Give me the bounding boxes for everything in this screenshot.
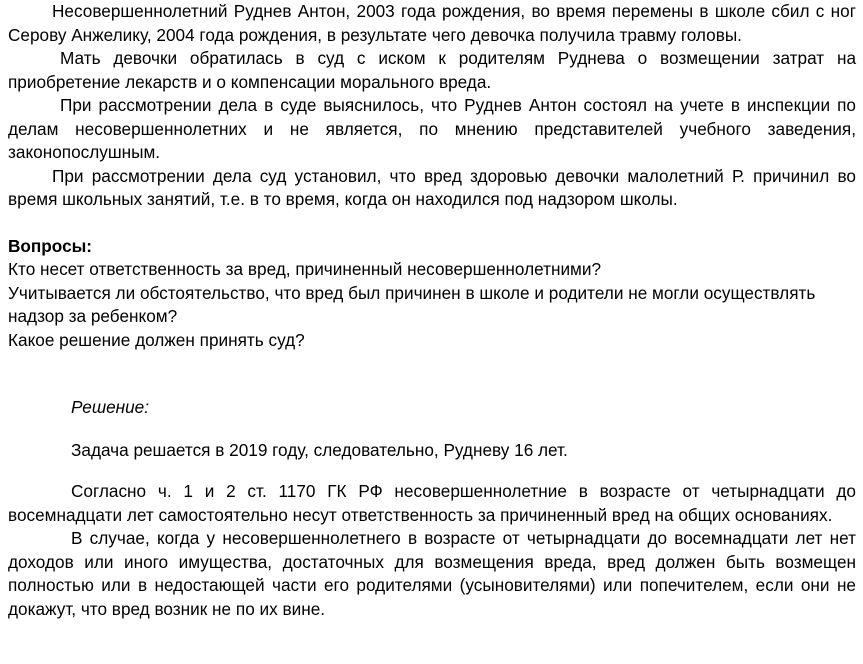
questions-heading: Вопросы:	[8, 235, 93, 256]
solution-paragraph-3: В случае, когда у несовершеннолетнего в возрасте от четырнадцати до восемнадцати лет нет доходов или иного имущества, достаточных для возмещения вреда, вред должен быть возмещен полностью или в недостающей части его родителями (усыновителями) или попечителем, если они не докажут, что вред возник не по их вине.	[8, 528, 856, 619]
case-description	[8, 0, 856, 212]
question-1: Кто несет ответственность за вред, причиненный несовершеннолетними?	[8, 259, 602, 279]
question-2: Учитывается ли обстоятельство, что вред был причинен в школе и родители не могли осуществлять надзор за ребенком?	[8, 282, 816, 326]
questions-section	[8, 235, 856, 353]
solution-section	[8, 396, 856, 621]
document-page	[8, 0, 856, 621]
case-paragraph-2: Мать девочки обратилась в суд с иском к родителям Руднева о возмещении затрат на приобретение лекарств и о компенсации морального вреда.	[8, 48, 856, 92]
solution-paragraph-2: Согласно ч. 1 и 2 ст. 1170 ГК РФ несовершеннолетние в возрасте от четырнадцати до восемнадцати лет самостоятельно несут ответственность за причиненный вред на общих основаниях.	[8, 481, 856, 525]
case-paragraph-3: При рассмотрении дела в суде выяснилось, что Руднев Антон состоял на учете в инспекции по делам несовершеннолетних и не является, по мнению представителей учебного заведения, законопослушным.	[8, 95, 856, 162]
solution-paragraph-1: Задача решается в 2019 году, следовательно, Рудневу 16 лет.	[71, 439, 568, 460]
case-paragraph-1: Несовершеннолетний Руднев Антон, 2003 года рождения, во время перемены в школе сбил с ног Серову Анжелику, 2004 года рождения, в результате чего девочка получила травму головы.	[8, 1, 856, 45]
question-3: Какое решение должен принять суд?	[8, 329, 305, 350]
solution-heading: Решение:	[71, 397, 150, 417]
case-paragraph-4: При рассмотрении дела суд установил, что вред здоровью девочки малолетний Р. причинил во время школьных занятий, т.е. в то время, когда он находился под надзором школы.	[8, 165, 856, 209]
